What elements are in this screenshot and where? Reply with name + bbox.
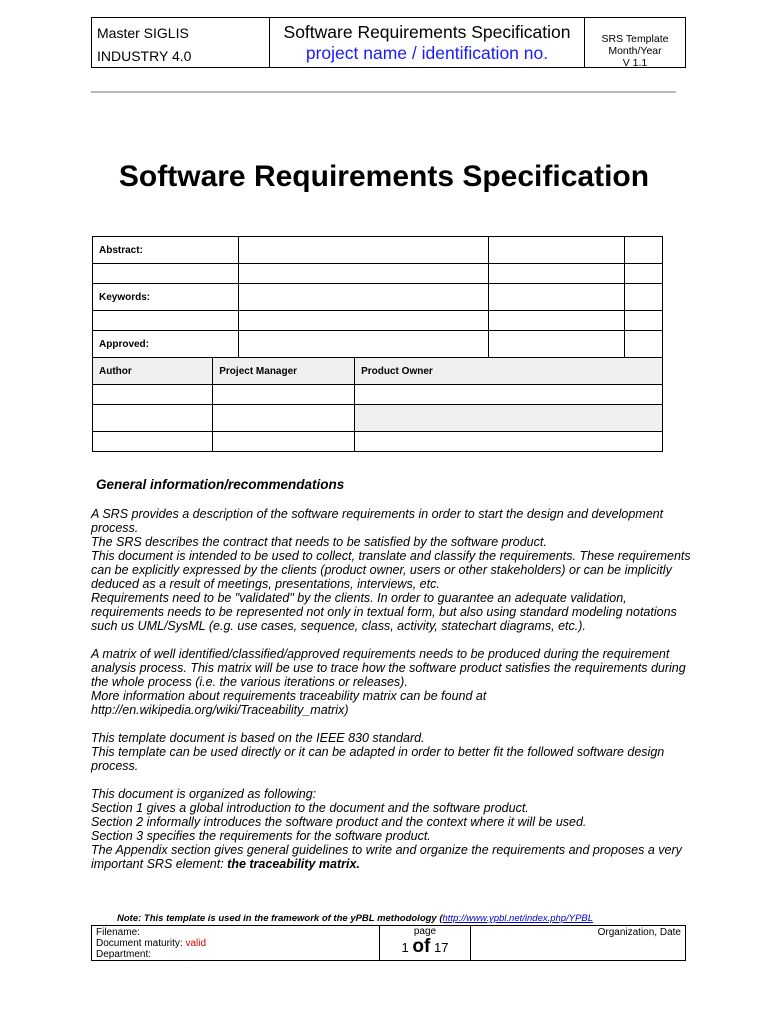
abstract-value-3[interactable]	[489, 264, 625, 284]
keywords-value[interactable]	[93, 311, 239, 331]
paragraph: A SRS provides a description of the software requirements in order to start the design and development process.	[91, 507, 664, 535]
project-manager-value-3[interactable]	[213, 432, 355, 452]
header-organization-cell	[92, 18, 270, 67]
keywords-label: Keywords:	[93, 284, 239, 311]
document-title: Software Requirements Specification	[118, 160, 650, 193]
page-label: page	[413, 926, 437, 937]
abstract-label: Abstract:	[93, 237, 239, 264]
abstract-field-1[interactable]	[239, 237, 489, 264]
department-label: Department:	[96, 949, 152, 960]
keywords-field-3[interactable]	[624, 284, 662, 311]
paragraph: This template document is based on the IEEE 830 standard.	[91, 731, 425, 745]
author-header: Author	[93, 358, 213, 385]
page-number	[380, 936, 470, 958]
paragraph: This document is intended to be used to collect, translate and classify the requirements. These requirements can be explicitly expressed by the clients (product owner, users or other stakeholders) or can be implicitly deduced as a result of meetings, presentations, interviews, etc.	[91, 549, 691, 591]
document-footer	[91, 925, 686, 961]
keywords-field-2[interactable]	[489, 284, 625, 311]
page-of: of	[412, 936, 431, 957]
header-org-line2: INDUSTRY 4.0	[97, 48, 192, 64]
section-heading: General information/recommendations	[96, 477, 345, 492]
author-value-3[interactable]	[93, 432, 213, 452]
product-owner-header: Product Owner	[355, 358, 663, 385]
paragraph: This template can be used directly or it can be adapted in order to better fit the followed software design process.	[91, 745, 665, 773]
organization-date: Organization, Date	[597, 927, 681, 938]
paragraph: Section 3 specifies the requirements for the software product.	[91, 829, 431, 843]
page-current: 1	[401, 940, 409, 955]
paragraph: A matrix of well identified/classified/approved requirements needs to be produced during the requirement analysis process. This matrix will be use to trace how the software product satisfies the requirements during the whole process (i.e. the various iterations or releases).	[91, 647, 686, 689]
maturity-line	[96, 938, 379, 949]
paragraph: Section 1 gives a global introduction to the document and the software product.	[91, 801, 529, 815]
abstract-value-2[interactable]	[239, 264, 489, 284]
header-template-name: SRS Template	[601, 33, 669, 45]
note-text: Note: This template is used in the framework of the yPBL methodology (	[117, 913, 443, 924]
paragraph: The SRS describes the contract that needs to be satisfied by the software product.	[91, 535, 547, 549]
paragraph: Requirements need to be "validated" by the clients. In order to guarantee an adequate validation, requirements needs to be represented not only in textual form, but also using standard modeling notations such us UML/SysML (e.g. use cases, sequence, class, activity, statechart diagrams, etc.).	[91, 591, 677, 633]
header-template-cell	[585, 18, 685, 67]
project-manager-header: Project Manager	[213, 358, 355, 385]
paragraph: This document is organized as following:	[91, 787, 317, 801]
product-owner-value-1[interactable]	[355, 385, 663, 405]
approved-label: Approved:	[93, 331, 239, 358]
abstract-value[interactable]	[93, 264, 239, 284]
footer-info-cell	[92, 926, 380, 960]
author-value-1[interactable]	[93, 385, 213, 405]
filename-label: Filename:	[96, 927, 140, 938]
header-title: Software Requirements Specification	[283, 22, 571, 42]
header-subtitle: project name / identification no.	[305, 43, 549, 63]
author-value-2[interactable]	[93, 405, 213, 432]
footer-page-cell	[380, 926, 471, 960]
document-header	[91, 17, 686, 68]
abstract-field-2[interactable]	[489, 237, 625, 264]
approved-field-1[interactable]	[239, 331, 489, 358]
paragraph: More information about requirements traceability matrix can be found at http://en.wikipedia.org/wiki/Traceability_matrix)	[91, 689, 487, 717]
header-template-date: Month/Year	[608, 45, 662, 57]
abstract-value-4[interactable]	[624, 264, 662, 284]
paragraph	[91, 843, 691, 871]
keywords-value-4[interactable]	[624, 311, 662, 331]
keywords-value-3[interactable]	[489, 311, 625, 331]
template-note	[117, 913, 593, 924]
header-org-line1: Master SIGLIS	[97, 25, 189, 41]
project-manager-value-2[interactable]	[213, 405, 355, 432]
maturity-label: Document maturity:	[96, 938, 186, 949]
footer-org-date-cell	[471, 926, 685, 960]
paragraph: Section 2 informally introduces the software product and the context where it will be used.	[91, 815, 587, 829]
product-owner-value-3[interactable]	[355, 432, 663, 452]
maturity-status: valid	[185, 938, 207, 949]
traceability-matrix-emphasis: the traceability matrix.	[227, 857, 360, 871]
header-template-version: V 1.1	[622, 57, 648, 69]
keywords-field-1[interactable]	[239, 284, 489, 311]
document-info-table	[92, 236, 663, 452]
project-manager-value-1[interactable]	[213, 385, 355, 405]
horizontal-divider	[91, 91, 676, 93]
page-total: 17	[433, 940, 449, 955]
body-text	[91, 507, 691, 871]
ypbl-link[interactable]: http://www.ypbl.net/index.php/YPBL	[442, 913, 594, 924]
product-owner-value-2[interactable]	[355, 405, 663, 432]
abstract-field-3[interactable]	[624, 237, 662, 264]
approved-field-2[interactable]	[489, 331, 625, 358]
approved-field-3[interactable]	[624, 331, 662, 358]
paragraph-text: The Appendix section gives general guidelines to write and organize the requirements and proposes a very important SRS element:	[91, 843, 682, 871]
header-title-cell	[270, 18, 585, 67]
keywords-value-2[interactable]	[239, 311, 489, 331]
